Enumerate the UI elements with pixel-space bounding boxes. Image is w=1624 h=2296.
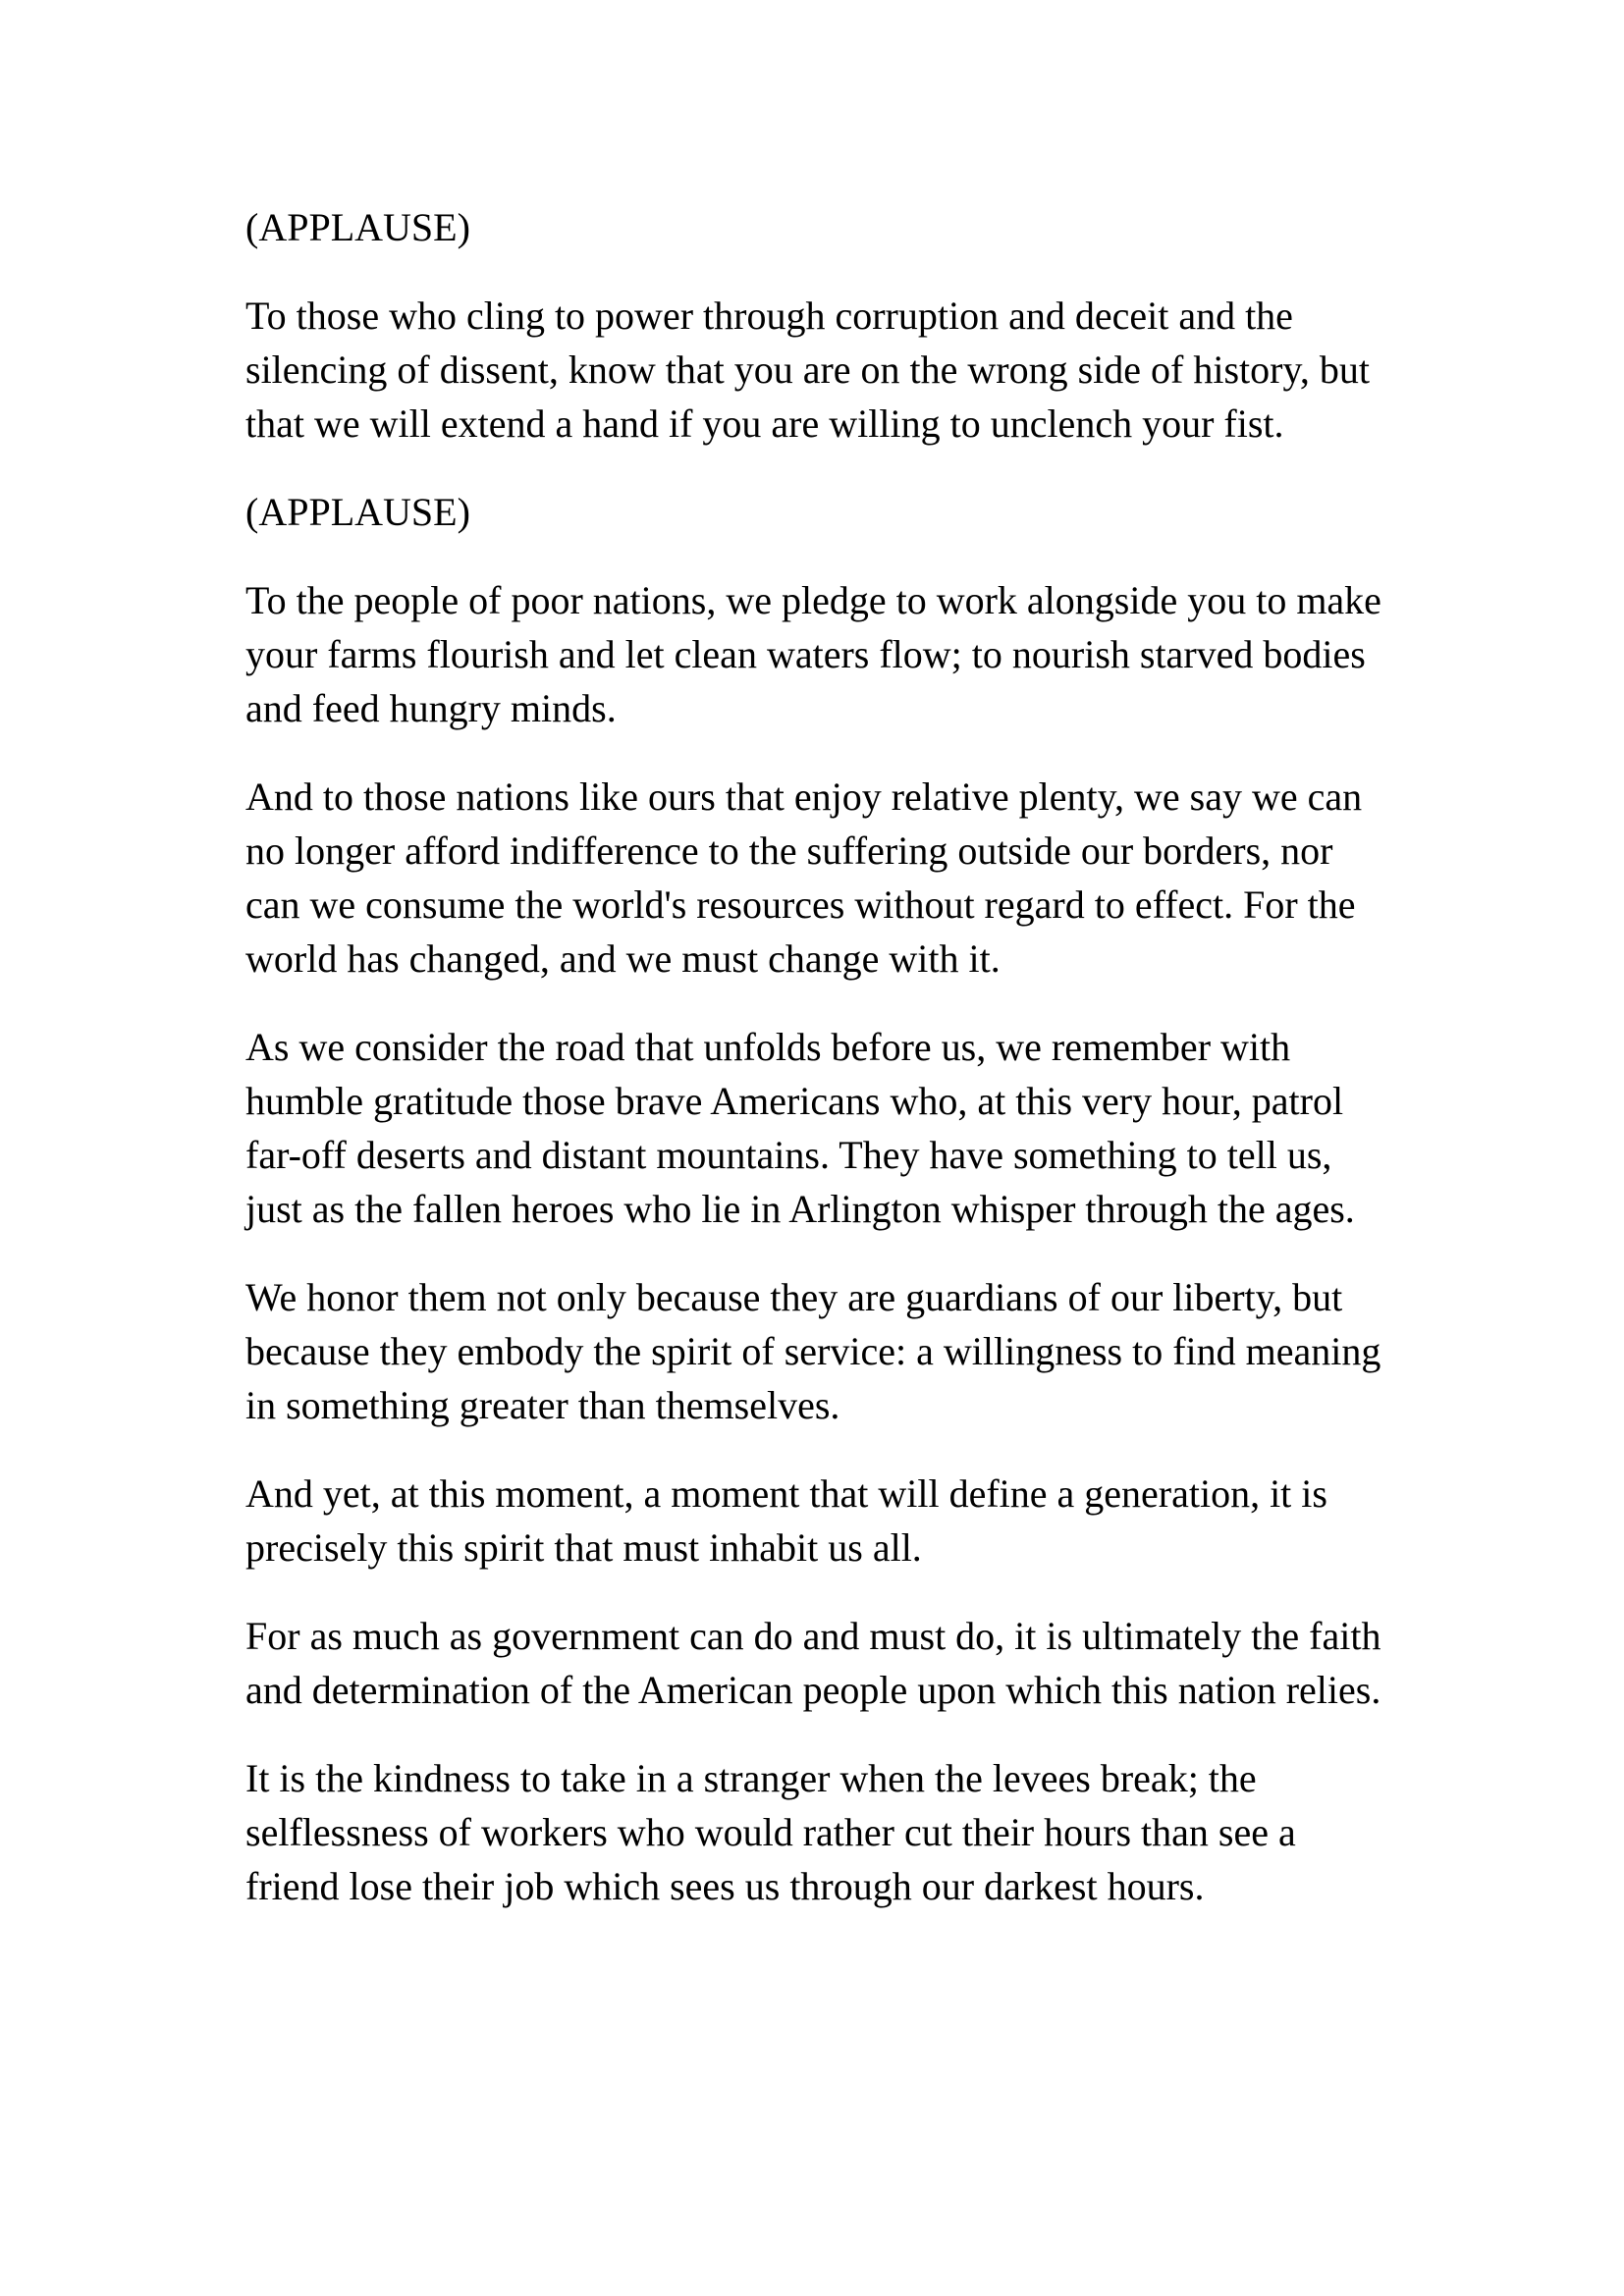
transcript-paragraph: As we consider the road that unfolds before us, we remember with humble gratitude those brave Americans who, at this very hour, patrol far-off deserts and distant mountains. They have something to tell us, just as the fallen heroes who lie in Arlington whisper through the ages. <box>245 1025 1355 1231</box>
transcript-paragraph: To the people of poor nations, we pledge to work alongside you to make your farms flourish and let clean waters flow; to nourish starved bodies and feed hungry minds. <box>245 578 1381 730</box>
transcript-paragraph: For as much as government can do and must do, it is ultimately the faith and determination of the American people upon which this nation relies. <box>245 1614 1381 1712</box>
transcript-paragraph: It is the kindness to take in a stranger when the levees break; the selflessness of workers who would rather cut their hours than see a friend lose their job which sees us through our darkest hours. <box>245 1756 1296 1908</box>
applause-annotation: (APPLAUSE) <box>245 205 470 249</box>
transcript-paragraph: We honor them not only because they are guardians of our liberty, but because they embody the spirit of service: a willingness to find meaning in something greater than themselves. <box>245 1275 1381 1427</box>
transcript-paragraph: And to those nations like ours that enjoy relative plenty, we say we can no longer afford indifference to the suffering outside our borders, nor can we consume the world's resources without regard to effect. For the world has changed, and we must change with it. <box>245 774 1363 981</box>
transcript-paragraph: And yet, at this moment, a moment that will define a generation, it is precisely this spirit that must inhabit us all. <box>245 1471 1327 1570</box>
applause-annotation: (APPLAUSE) <box>245 490 470 534</box>
transcript-text-block <box>245 200 1394 1913</box>
transcript-paragraph: To those who cling to power through corruption and deceit and the silencing of dissent, know that you are on the wrong side of history, but that we will extend a hand if you are willing to unclench your fist. <box>245 294 1370 446</box>
